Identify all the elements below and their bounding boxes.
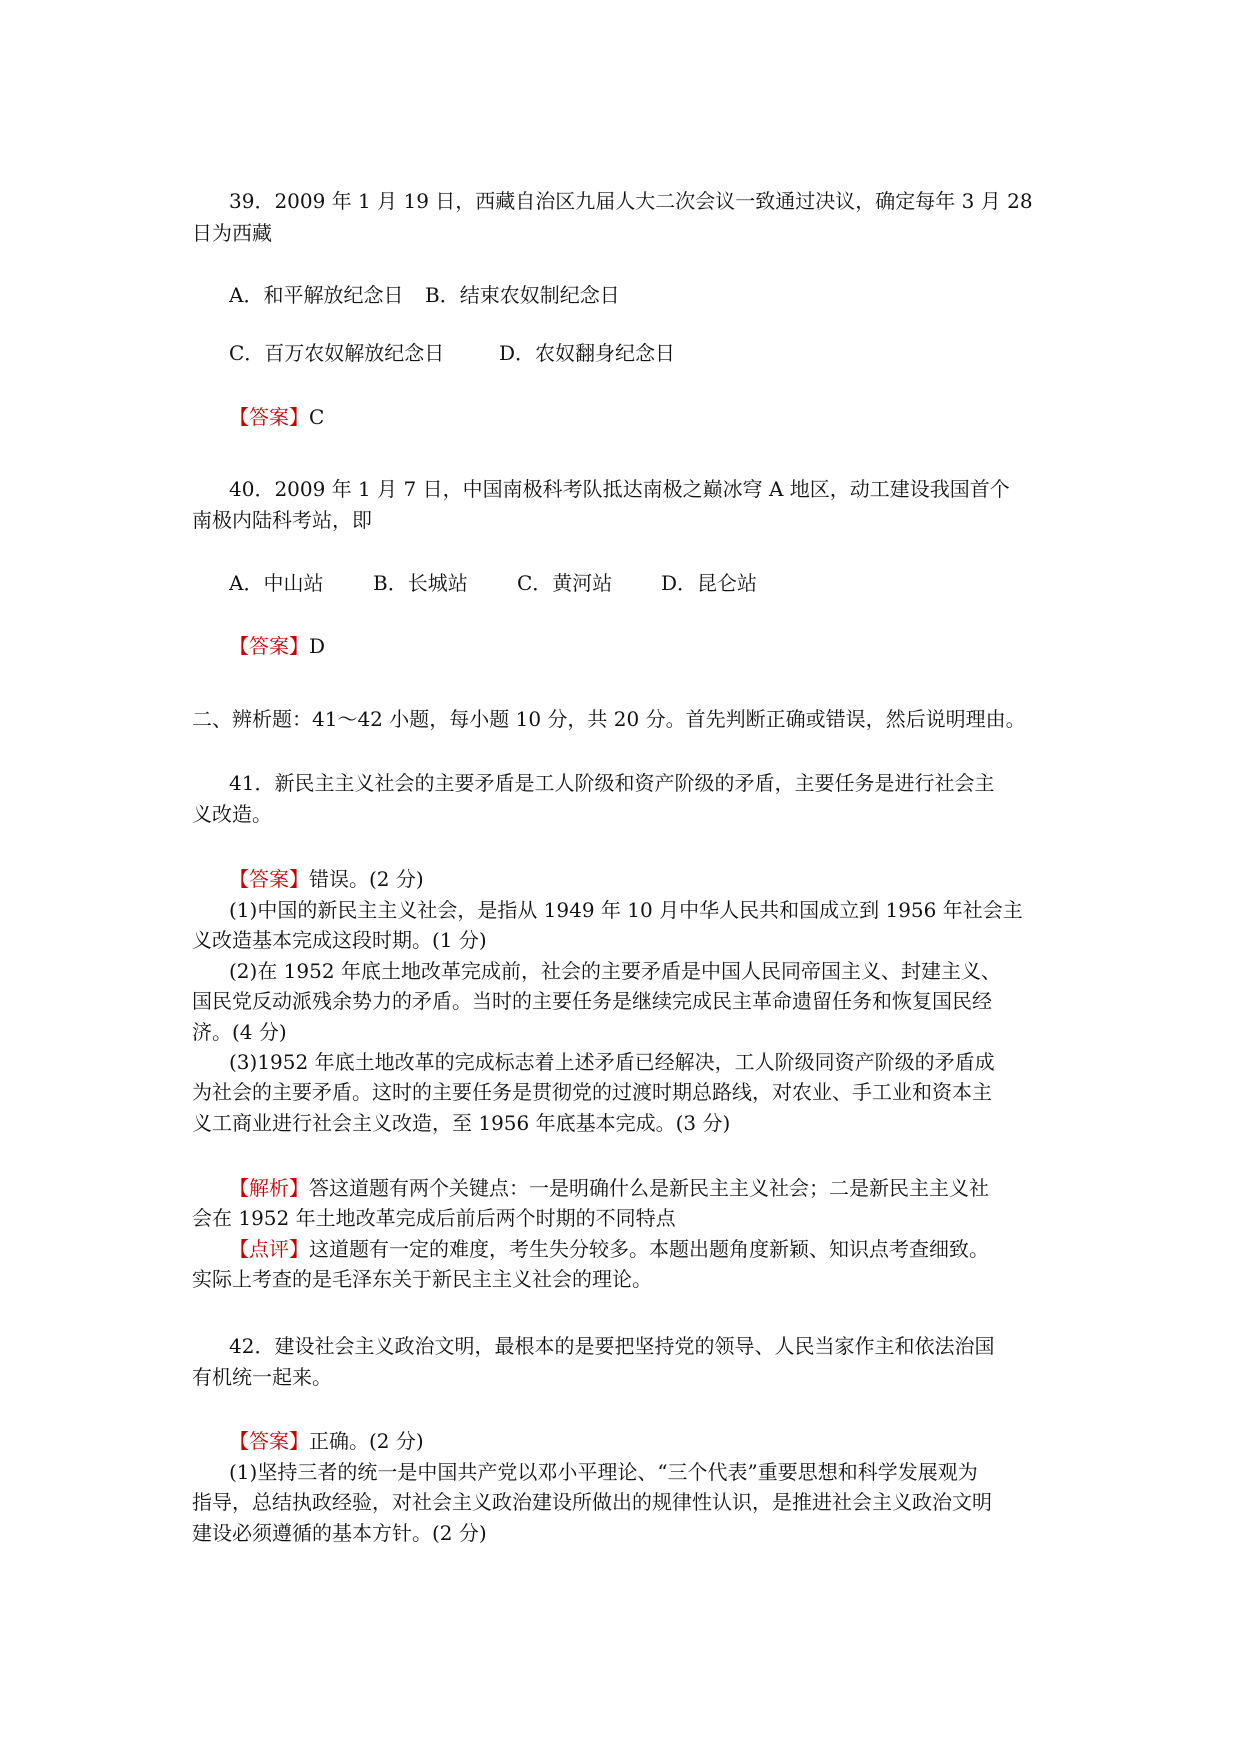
q39-options-row1 — [229, 280, 620, 310]
comment-text: 这道题有一定的难度，考生失分较多。本题出题角度新颖、知识点考查细致。 — [309, 1237, 989, 1261]
q39-option-b: B．结束农奴制纪念日 — [425, 283, 620, 307]
analysis-text: 答这道题有两个关键点：一是明确什么是新民主主义社会；二是新民主主义社 — [309, 1176, 989, 1200]
q41-answer — [229, 864, 424, 894]
q40-options-row — [229, 568, 757, 598]
q39-option-c: C．百万农奴解放纪念日 — [229, 341, 445, 365]
q41-stem-line2: 义改造。 — [192, 802, 272, 826]
q40-stem-line1: 40．2009 年 1 月 7 日，中国南极科考队抵达南极之巅冰穹 A 地区，动工建设我国首个 — [229, 477, 1010, 501]
section-heading: 二、辨析题：41～42 小题，每小题 10 分，共 20 分。首先判断正确或错误，然后说明理由。 — [192, 707, 1026, 731]
q40-option-c: C．黄河站 — [517, 571, 613, 595]
answer-value: 错误。(2 分) — [309, 867, 424, 891]
q42-point-1b: 指导，总结执政经验，对社会主义政治建设所做出的规律性认识，是推进社会主义政治文明 — [192, 1490, 992, 1514]
answer-tag: 【答案】 — [229, 1429, 309, 1453]
q40-stem-line2: 南极内陆科考站，即 — [192, 508, 372, 532]
q40-option-b: B．长城站 — [373, 571, 468, 595]
q41-point-2c: 济。(4 分) — [192, 1020, 287, 1044]
q41-point-2a: (2)在 1952 年底土地改革完成前，社会的主要矛盾是中国人民同帝国主义、封建主义、 — [229, 959, 1001, 983]
q41-stem-line1: 41．新民主主义社会的主要矛盾是工人阶级和资产阶级的矛盾，主要任务是进行社会主 — [229, 771, 995, 795]
q42-stem-line2: 有机统一起来。 — [192, 1365, 332, 1389]
q40-option-d: D．昆仑站 — [661, 571, 758, 595]
q41-comment-line1 — [229, 1234, 989, 1264]
answer-value: C — [309, 405, 325, 429]
q39-answer — [229, 402, 324, 432]
q42-stem-line1: 42．建设社会主义政治文明，最根本的是要把坚持党的领导、人民当家作主和依法治国 — [229, 1334, 995, 1358]
answer-value: 正确。(2 分) — [309, 1429, 424, 1453]
q41-point-3c: 义工商业进行社会主义改造，至 1956 年底基本完成。(3 分) — [192, 1111, 731, 1135]
comment-tag: 【点评】 — [229, 1237, 309, 1261]
q41-point-1b: 义改造基本完成这段时期。(1 分) — [192, 928, 487, 952]
q40-option-a: A．中山站 — [229, 571, 324, 595]
q41-point-2b: 国民党反动派残余势力的矛盾。当时的主要任务是继续完成民主革命遗留任务和恢复国民经 — [192, 989, 992, 1013]
q39-option-d: D．农奴翻身纪念日 — [499, 341, 676, 365]
q41-point-3a: (3)1952 年底土地改革的完成标志着上述矛盾已经解决，工人阶级同资产阶级的矛盾成 — [229, 1050, 995, 1074]
q39-options-row2 — [229, 338, 675, 368]
analysis-tag: 【解析】 — [229, 1176, 309, 1200]
q42-point-1c: 建设必须遵循的基本方针。(2 分) — [192, 1521, 487, 1545]
q41-point-3b: 为社会的主要矛盾。这时的主要任务是贯彻党的过渡时期总路线，对农业、手工业和资本主 — [192, 1080, 992, 1104]
q42-point-1a: (1)坚持三者的统一是中国共产党以邓小平理论、“三个代表”重要思想和科学发展观为 — [229, 1460, 978, 1484]
answer-tag: 【答案】 — [229, 867, 309, 891]
q42-answer — [229, 1426, 424, 1456]
q41-comment-line2: 实际上考查的是毛泽东关于新民主主义社会的理论。 — [192, 1267, 652, 1291]
q40-answer — [229, 631, 325, 661]
q41-analysis-line1 — [229, 1173, 989, 1203]
q41-point-1a: (1)中国的新民主主义社会，是指从 1949 年 10 月中华人民共和国成立到 1956 年社会主 — [229, 898, 1023, 922]
answer-tag: 【答案】 — [229, 405, 309, 429]
q39-stem-line2: 日为西藏 — [192, 221, 272, 245]
q39-stem-line1: 39．2009 年 1 月 19 日，西藏自治区九届人大二次会议一致通过决议，确定每年 3 月 28 — [229, 189, 1033, 213]
answer-tag: 【答案】 — [229, 634, 309, 658]
q39-option-a: A．和平解放纪念日 — [229, 283, 404, 307]
answer-value: D — [309, 634, 326, 658]
q41-analysis-line2: 会在 1952 年土地改革完成后前后两个时期的不同特点 — [192, 1206, 676, 1230]
